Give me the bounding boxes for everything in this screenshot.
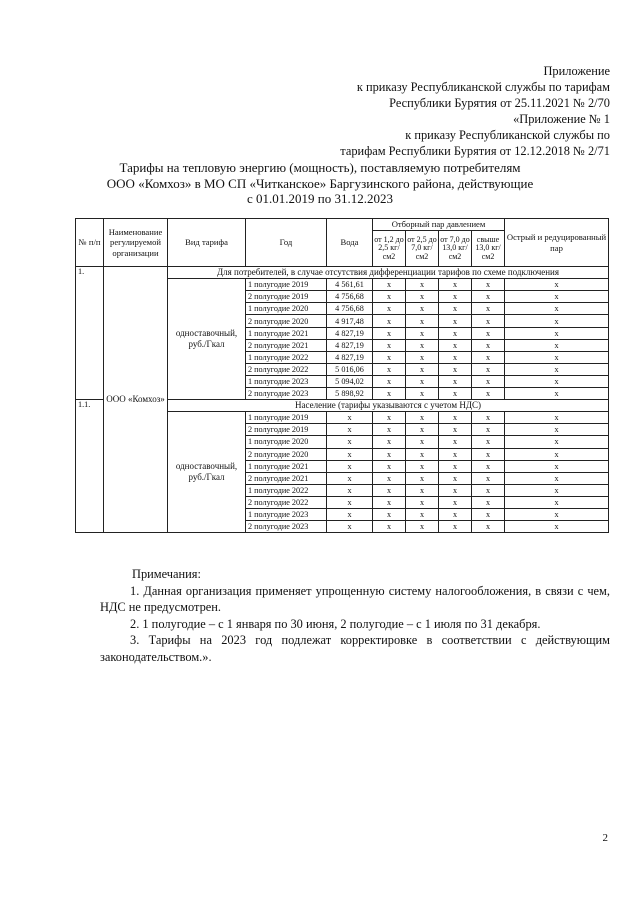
- header-line: Приложение: [543, 64, 610, 78]
- steam-cell: х: [439, 412, 472, 424]
- steam-cell: х: [472, 351, 505, 363]
- steam-cell: х: [373, 521, 406, 533]
- document-title: [80, 160, 560, 207]
- note-item: 2. 1 полугодие – с 1 января по 30 июня, 2 полугодие – с 1 июля по 31 декабря.: [130, 616, 541, 631]
- steam-cell: х: [439, 436, 472, 448]
- water-cell: х: [327, 424, 373, 436]
- steam-cell: х: [439, 291, 472, 303]
- steam-cell: х: [373, 472, 406, 484]
- steam-cell: х: [373, 315, 406, 327]
- period-cell: 2 полугодие 2022: [246, 496, 327, 508]
- steam-cell: х: [472, 412, 505, 424]
- steam-cell: х: [439, 327, 472, 339]
- steam-cell: х: [439, 484, 472, 496]
- steam-cell: х: [472, 496, 505, 508]
- steam-cell: х: [373, 460, 406, 472]
- header-kind: Вид тарифа: [168, 219, 246, 267]
- steam-cell: х: [439, 303, 472, 315]
- steam-cell: х: [406, 351, 439, 363]
- steam-cell: х: [373, 363, 406, 375]
- steam-cell: х: [505, 508, 609, 520]
- header-steam-2: от 2,5 до 7,0 кг/см2: [406, 231, 439, 267]
- water-cell: 4 827,19: [327, 339, 373, 351]
- header-line: к приказу Республиканской службы по тарифам: [356, 80, 610, 94]
- period-cell: 1 полугодие 2022: [246, 351, 327, 363]
- steam-cell: х: [472, 472, 505, 484]
- steam-cell: х: [505, 303, 609, 315]
- header-org: Наименование регулируемой организации: [104, 219, 168, 267]
- steam-cell: х: [472, 339, 505, 351]
- appendix-header: [340, 63, 610, 159]
- steam-cell: х: [439, 339, 472, 351]
- water-cell: 4 561,61: [327, 279, 373, 291]
- period-cell: 1 полугодие 2023: [246, 375, 327, 387]
- steam-cell: х: [406, 388, 439, 400]
- water-cell: х: [327, 448, 373, 460]
- period-cell: 2 полугодие 2021: [246, 339, 327, 351]
- steam-cell: х: [406, 448, 439, 460]
- period-cell: 2 полугодие 2022: [246, 363, 327, 375]
- steam-cell: х: [439, 424, 472, 436]
- steam-cell: х: [505, 339, 609, 351]
- title-line: Тарифы на тепловую энергию (мощность), поставляемую потребителям: [119, 160, 521, 175]
- steam-cell: х: [406, 484, 439, 496]
- steam-cell: х: [373, 279, 406, 291]
- steam-cell: х: [439, 363, 472, 375]
- header-line: Республики Бурятия от 25.11.2021 № 2/70: [389, 96, 610, 110]
- steam-cell: х: [472, 303, 505, 315]
- header-line: к приказу Республиканской службы по: [405, 128, 610, 142]
- steam-cell: х: [373, 375, 406, 387]
- steam-cell: х: [439, 472, 472, 484]
- organization-name: ООО «Комхоз»: [104, 267, 168, 533]
- steam-cell: х: [406, 327, 439, 339]
- steam-cell: х: [373, 351, 406, 363]
- steam-cell: х: [373, 508, 406, 520]
- steam-cell: х: [472, 436, 505, 448]
- steam-cell: х: [373, 484, 406, 496]
- steam-cell: х: [505, 375, 609, 387]
- steam-cell: х: [406, 279, 439, 291]
- water-cell: х: [327, 508, 373, 520]
- header-water: Вода: [327, 219, 373, 267]
- water-cell: 4 756,68: [327, 303, 373, 315]
- steam-cell: х: [472, 375, 505, 387]
- water-cell: х: [327, 412, 373, 424]
- steam-cell: х: [472, 484, 505, 496]
- header-line: тарифам Республики Бурятия от 12.12.2018 № 2/71: [340, 144, 610, 158]
- steam-cell: х: [373, 327, 406, 339]
- steam-cell: х: [505, 436, 609, 448]
- steam-cell: х: [505, 460, 609, 472]
- steam-cell: х: [406, 460, 439, 472]
- period-cell: 1 полугодие 2020: [246, 436, 327, 448]
- header-line: «Приложение № 1: [513, 112, 610, 126]
- water-cell: х: [327, 460, 373, 472]
- steam-cell: х: [505, 388, 609, 400]
- header-steam-3: от 7,0 до 13,0 кг/см2: [439, 231, 472, 267]
- steam-cell: х: [472, 424, 505, 436]
- steam-cell: х: [505, 472, 609, 484]
- steam-cell: х: [439, 460, 472, 472]
- period-cell: 1 полугодие 2021: [246, 327, 327, 339]
- title-line: с 01.01.2019 по 31.12.2023: [247, 191, 393, 206]
- period-cell: 1 полугодие 2020: [246, 303, 327, 315]
- steam-cell: х: [373, 388, 406, 400]
- notes-heading: Примечания:: [132, 567, 201, 581]
- water-cell: х: [327, 484, 373, 496]
- section-number: 1.: [76, 267, 104, 400]
- water-cell: х: [327, 436, 373, 448]
- steam-cell: х: [406, 508, 439, 520]
- water-cell: х: [327, 521, 373, 533]
- steam-cell: х: [439, 351, 472, 363]
- steam-cell: х: [406, 496, 439, 508]
- header-steam-group: Отборный пар давлением: [373, 219, 505, 231]
- note-item: 1. Данная организация применяет упрощенную систему налогообложения, в связи с чем, НДС не предусмотрен.: [100, 583, 610, 614]
- steam-cell: х: [406, 375, 439, 387]
- header-acute-steam: Острый и редуцированный пар: [505, 219, 609, 267]
- tariff-kind: одноставочный, руб./Гкал: [168, 412, 246, 533]
- steam-cell: х: [406, 291, 439, 303]
- steam-cell: х: [439, 279, 472, 291]
- steam-cell: х: [505, 412, 609, 424]
- section-title: Для потребителей, в случае отсутствия дифференциации тарифов по схеме подключения: [168, 267, 609, 279]
- period-cell: 2 полугодие 2019: [246, 291, 327, 303]
- steam-cell: х: [505, 424, 609, 436]
- header-steam-1: от 1,2 до 2,5 кг/см2: [373, 231, 406, 267]
- steam-cell: х: [505, 279, 609, 291]
- steam-cell: х: [472, 291, 505, 303]
- steam-cell: х: [505, 521, 609, 533]
- section-row: [76, 267, 609, 279]
- steam-cell: х: [505, 327, 609, 339]
- steam-cell: х: [472, 460, 505, 472]
- steam-cell: х: [406, 472, 439, 484]
- water-cell: 4 917,48: [327, 315, 373, 327]
- steam-cell: х: [505, 351, 609, 363]
- steam-cell: х: [406, 436, 439, 448]
- steam-cell: х: [373, 448, 406, 460]
- water-cell: 5 898,92: [327, 388, 373, 400]
- steam-cell: х: [505, 291, 609, 303]
- water-cell: 4 827,19: [327, 327, 373, 339]
- period-cell: 1 полугодие 2019: [246, 279, 327, 291]
- steam-cell: х: [406, 315, 439, 327]
- notes: [100, 566, 610, 665]
- period-cell: 2 полугодие 2020: [246, 448, 327, 460]
- steam-cell: х: [505, 448, 609, 460]
- period-cell: 2 полугодие 2019: [246, 424, 327, 436]
- tariff-table: [75, 218, 609, 533]
- header-year: Год: [246, 219, 327, 267]
- steam-cell: х: [439, 508, 472, 520]
- steam-cell: х: [505, 484, 609, 496]
- steam-cell: х: [373, 291, 406, 303]
- steam-cell: х: [439, 496, 472, 508]
- steam-cell: х: [373, 303, 406, 315]
- steam-cell: х: [472, 388, 505, 400]
- water-cell: 4 756,68: [327, 291, 373, 303]
- steam-cell: х: [472, 279, 505, 291]
- water-cell: 4 827,19: [327, 351, 373, 363]
- steam-cell: х: [406, 424, 439, 436]
- period-cell: 2 полугодие 2023: [246, 388, 327, 400]
- steam-cell: х: [472, 315, 505, 327]
- steam-cell: х: [373, 412, 406, 424]
- period-cell: 1 полугодие 2022: [246, 484, 327, 496]
- steam-cell: х: [406, 303, 439, 315]
- steam-cell: х: [472, 327, 505, 339]
- steam-cell: х: [373, 424, 406, 436]
- steam-cell: х: [439, 388, 472, 400]
- steam-cell: х: [406, 412, 439, 424]
- steam-cell: х: [373, 436, 406, 448]
- header-steam-4: свыше 13,0 кг/см2: [472, 231, 505, 267]
- steam-cell: х: [505, 363, 609, 375]
- steam-cell: х: [439, 315, 472, 327]
- steam-cell: х: [406, 339, 439, 351]
- steam-cell: х: [472, 363, 505, 375]
- period-cell: 1 полугодие 2021: [246, 460, 327, 472]
- steam-cell: х: [472, 521, 505, 533]
- steam-cell: х: [373, 339, 406, 351]
- note-item: 3. Тарифы на 2023 год подлежат корректировке в соответствии с действующим законодательством.».: [100, 633, 610, 664]
- period-cell: 1 полугодие 2023: [246, 508, 327, 520]
- steam-cell: х: [406, 521, 439, 533]
- header-num: № п/п: [76, 219, 104, 267]
- period-cell: 2 полугодие 2020: [246, 315, 327, 327]
- period-cell: 2 полугодие 2023: [246, 521, 327, 533]
- title-line: ООО «Комхоз» в МО СП «Читканское» Баргузинского района, действующие: [106, 175, 534, 191]
- steam-cell: х: [472, 448, 505, 460]
- steam-cell: х: [373, 496, 406, 508]
- section-title: Население (тарифы указываются с учетом НДС): [168, 400, 609, 412]
- water-cell: 5 094,02: [327, 375, 373, 387]
- steam-cell: х: [439, 448, 472, 460]
- steam-cell: х: [505, 496, 609, 508]
- page-number: 2: [602, 832, 608, 844]
- steam-cell: х: [439, 375, 472, 387]
- period-cell: 1 полугодие 2019: [246, 412, 327, 424]
- section-number: 1.1.: [76, 400, 104, 533]
- steam-cell: х: [406, 363, 439, 375]
- water-cell: х: [327, 496, 373, 508]
- water-cell: х: [327, 472, 373, 484]
- steam-cell: х: [505, 315, 609, 327]
- water-cell: 5 016,06: [327, 363, 373, 375]
- steam-cell: х: [472, 508, 505, 520]
- steam-cell: х: [439, 521, 472, 533]
- tariff-kind: одноставочный, руб./Гкал: [168, 279, 246, 400]
- period-cell: 2 полугодие 2021: [246, 472, 327, 484]
